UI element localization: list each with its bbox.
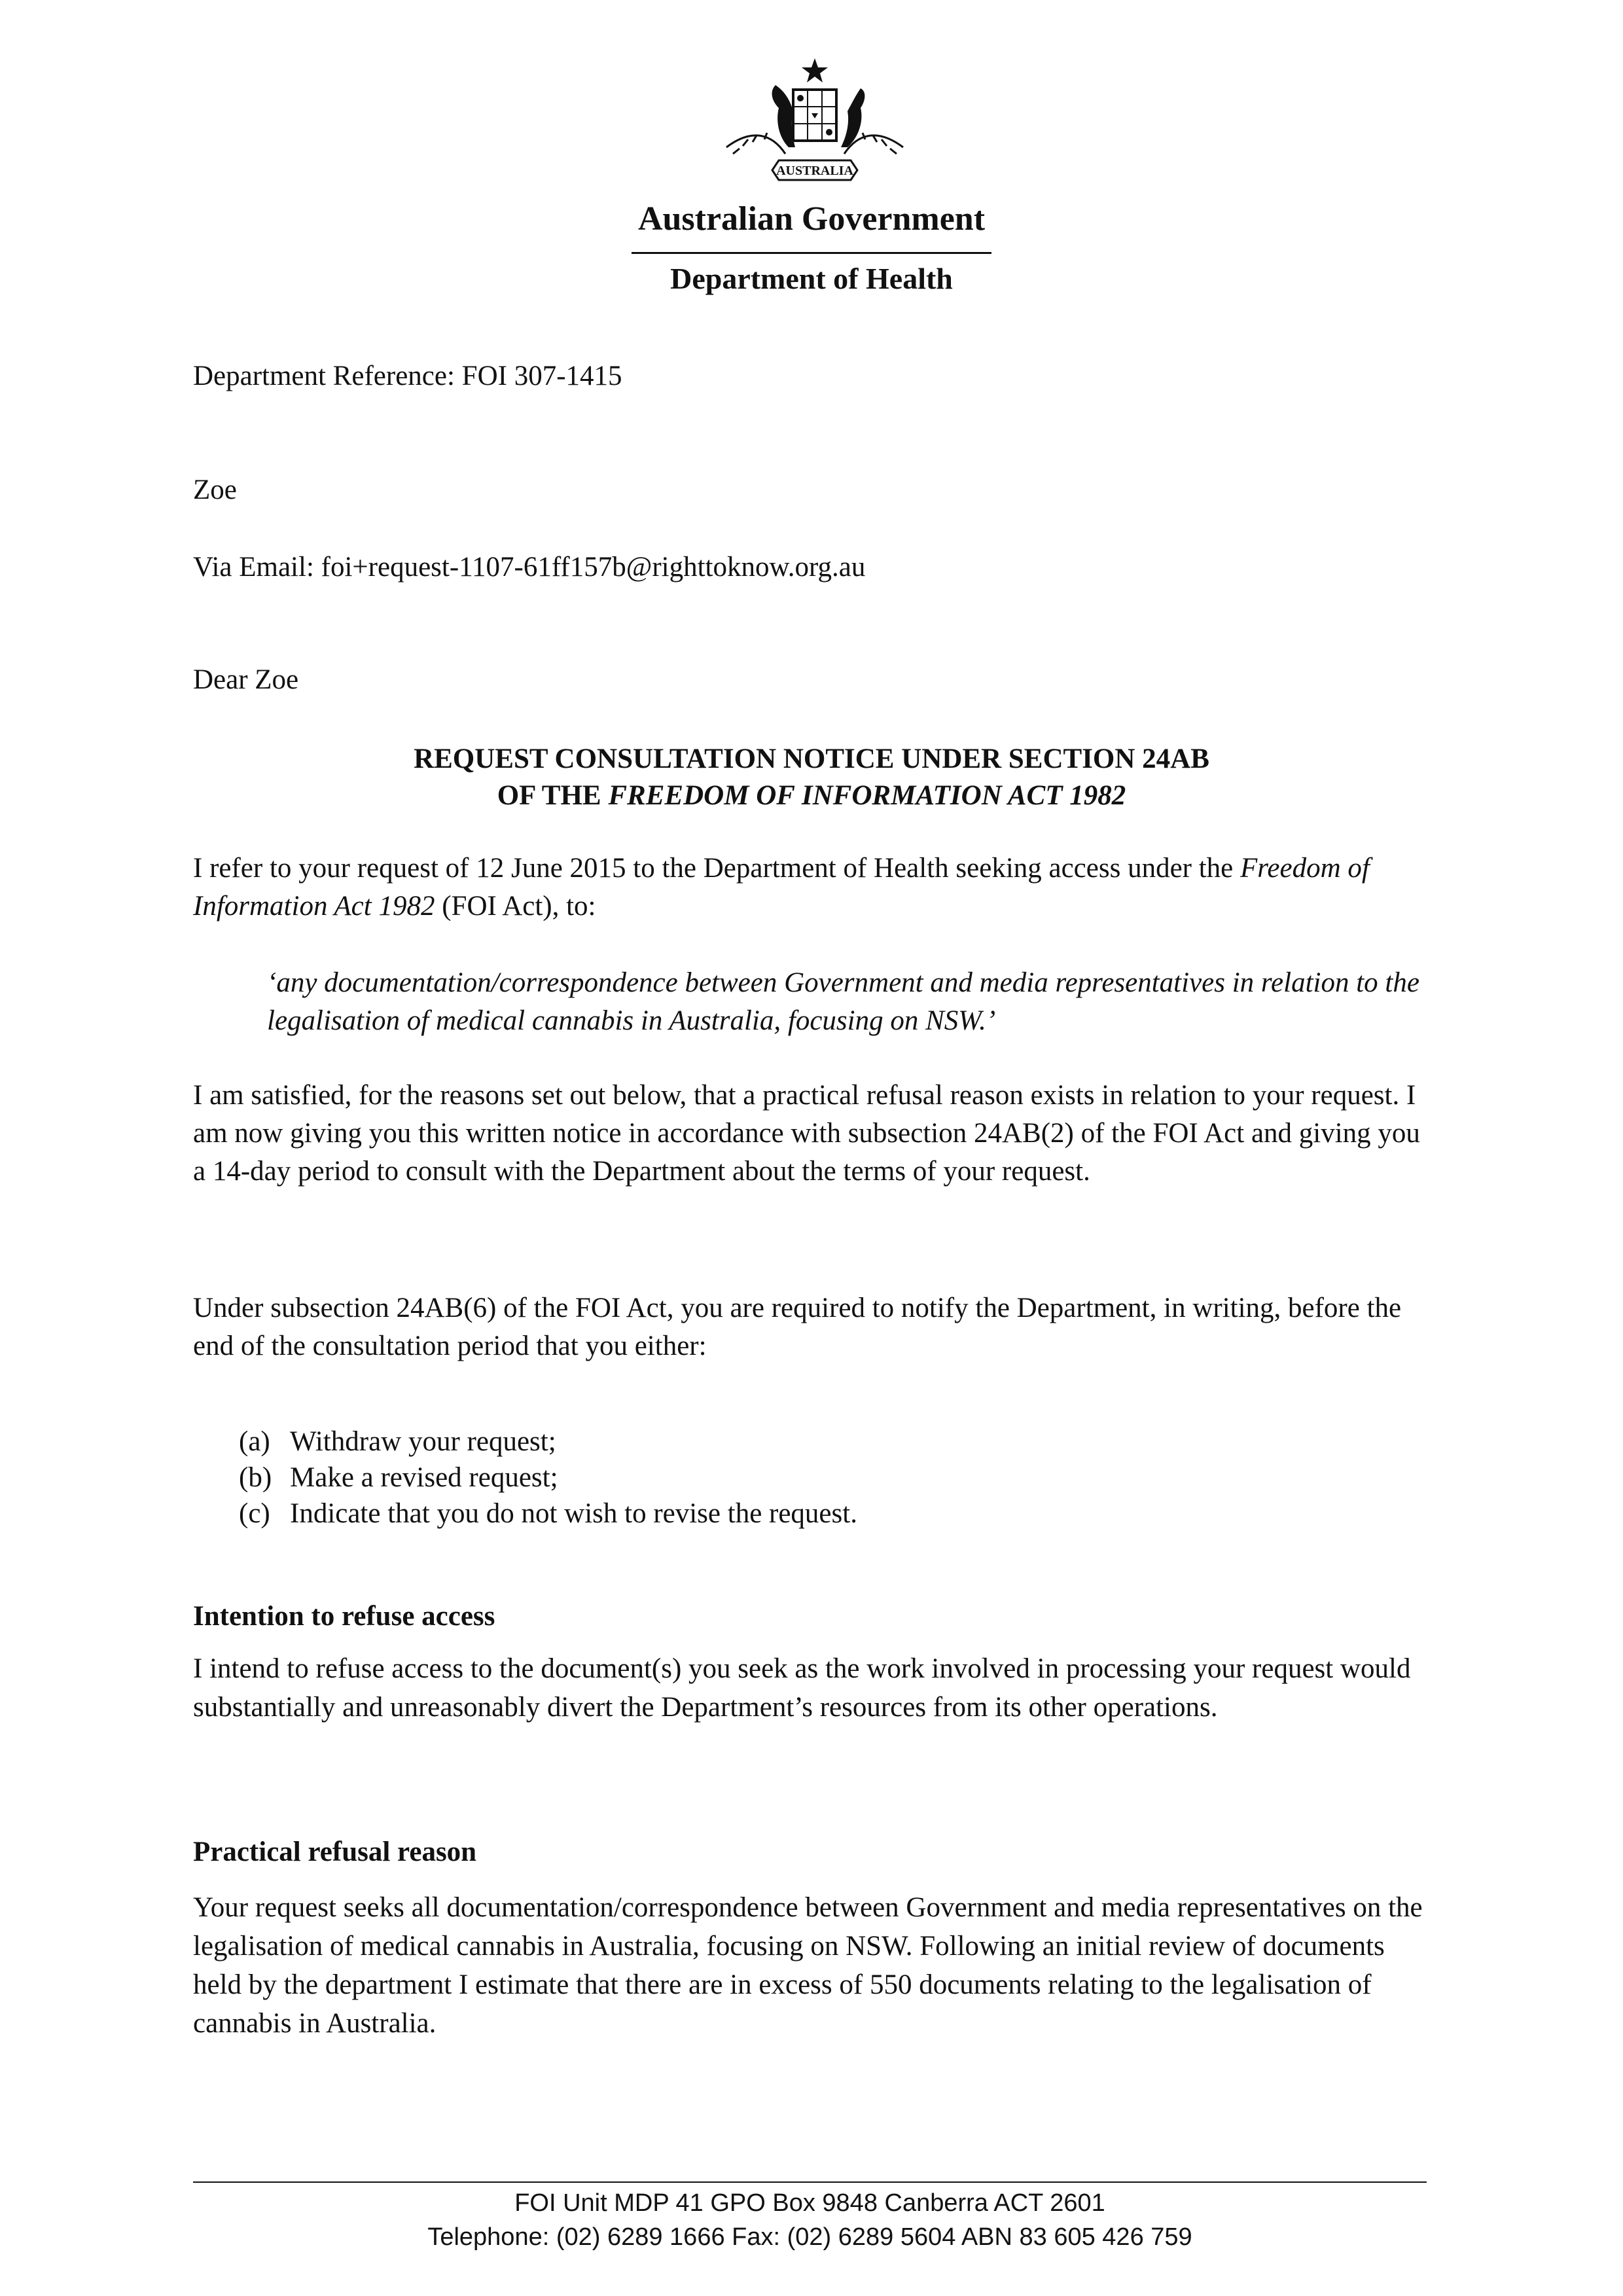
list-item: (a) Withdraw your request; [239,1426,556,1457]
salutation: Dear Zoe [193,664,299,695]
notice-title-line2: OF THE FREEDOM OF INFORMATION ACT 1982 [497,780,1126,811]
list-item: (b) Make a revised request; [239,1462,558,1493]
recipient-name: Zoe [193,475,237,505]
footer-address: FOI Unit MDP 41 GPO Box 9848 Canberra ACT 2601 [514,2189,1105,2217]
agency-name: Australian Government [637,200,986,238]
letterhead-divider [632,252,991,254]
intention-paragraph: I intend to refuse access to the document(s) you seek as the work involved in processing your request would substantially and unreasonably divert the Department’s resources from its other operations. [193,1653,1411,1723]
recipient-email: Via Email: foi+request-1107-61ff157b@righttoknow.org.au [193,552,866,583]
commonwealth-coat-of-arms-icon [713,56,916,196]
department-reference: Department Reference: FOI 307-1415 [193,361,622,391]
satisfied-paragraph: I am satisfied, for the reasons set out below, that a practical refusal reason exists in relation to your request. I am now giving you this written notice in accordance with subsection 24AB(2) of the FOI Act and giving you a 14-day period to consult with the Department about the terms of your request. [193,1080,1420,1187]
footer-divider [193,2181,1427,2183]
notice-title-line1: REQUEST CONSULTATION NOTICE UNDER SECTION 24AB [414,744,1209,774]
department-name: Department of Health [670,262,953,295]
footer-contact: Telephone: (02) 6289 1666 Fax: (02) 6289 5604 ABN 83 605 426 759 [427,2223,1192,2251]
quoted-request: ‘any documentation/correspondence between Government and media representatives in relation to the legalisation of medical cannabis in Australia, focusing on NSW.’ [267,967,1419,1036]
intention-heading: Intention to refuse access [193,1601,495,1632]
practical-paragraph: Your request seeks all documentation/correspondence between Government and media representatives on the legalisation of medical cannabis in Australia, focusing on NSW. Following an initial review of documents held by the department I estimate that there are in excess of 550 documents relating to the legalisation of cannabis in Australia. [193,1892,1423,2039]
intro-paragraph: I refer to your request of 12 June 2015 to the Department of Health seeking access under the Freedom of Information Act 1982 (FOI Act), to: [193,853,1370,922]
practical-heading: Practical refusal reason [193,1837,477,1867]
list-item: (c) Indicate that you do not wish to revise the request. [239,1498,857,1529]
crest-scroll-text: AUSTRALIA [776,164,853,178]
notify-paragraph: Under subsection 24AB(6) of the FOI Act, you are required to notify the Department, in writing, before the end of the consultation period that you either: [193,1293,1402,1361]
